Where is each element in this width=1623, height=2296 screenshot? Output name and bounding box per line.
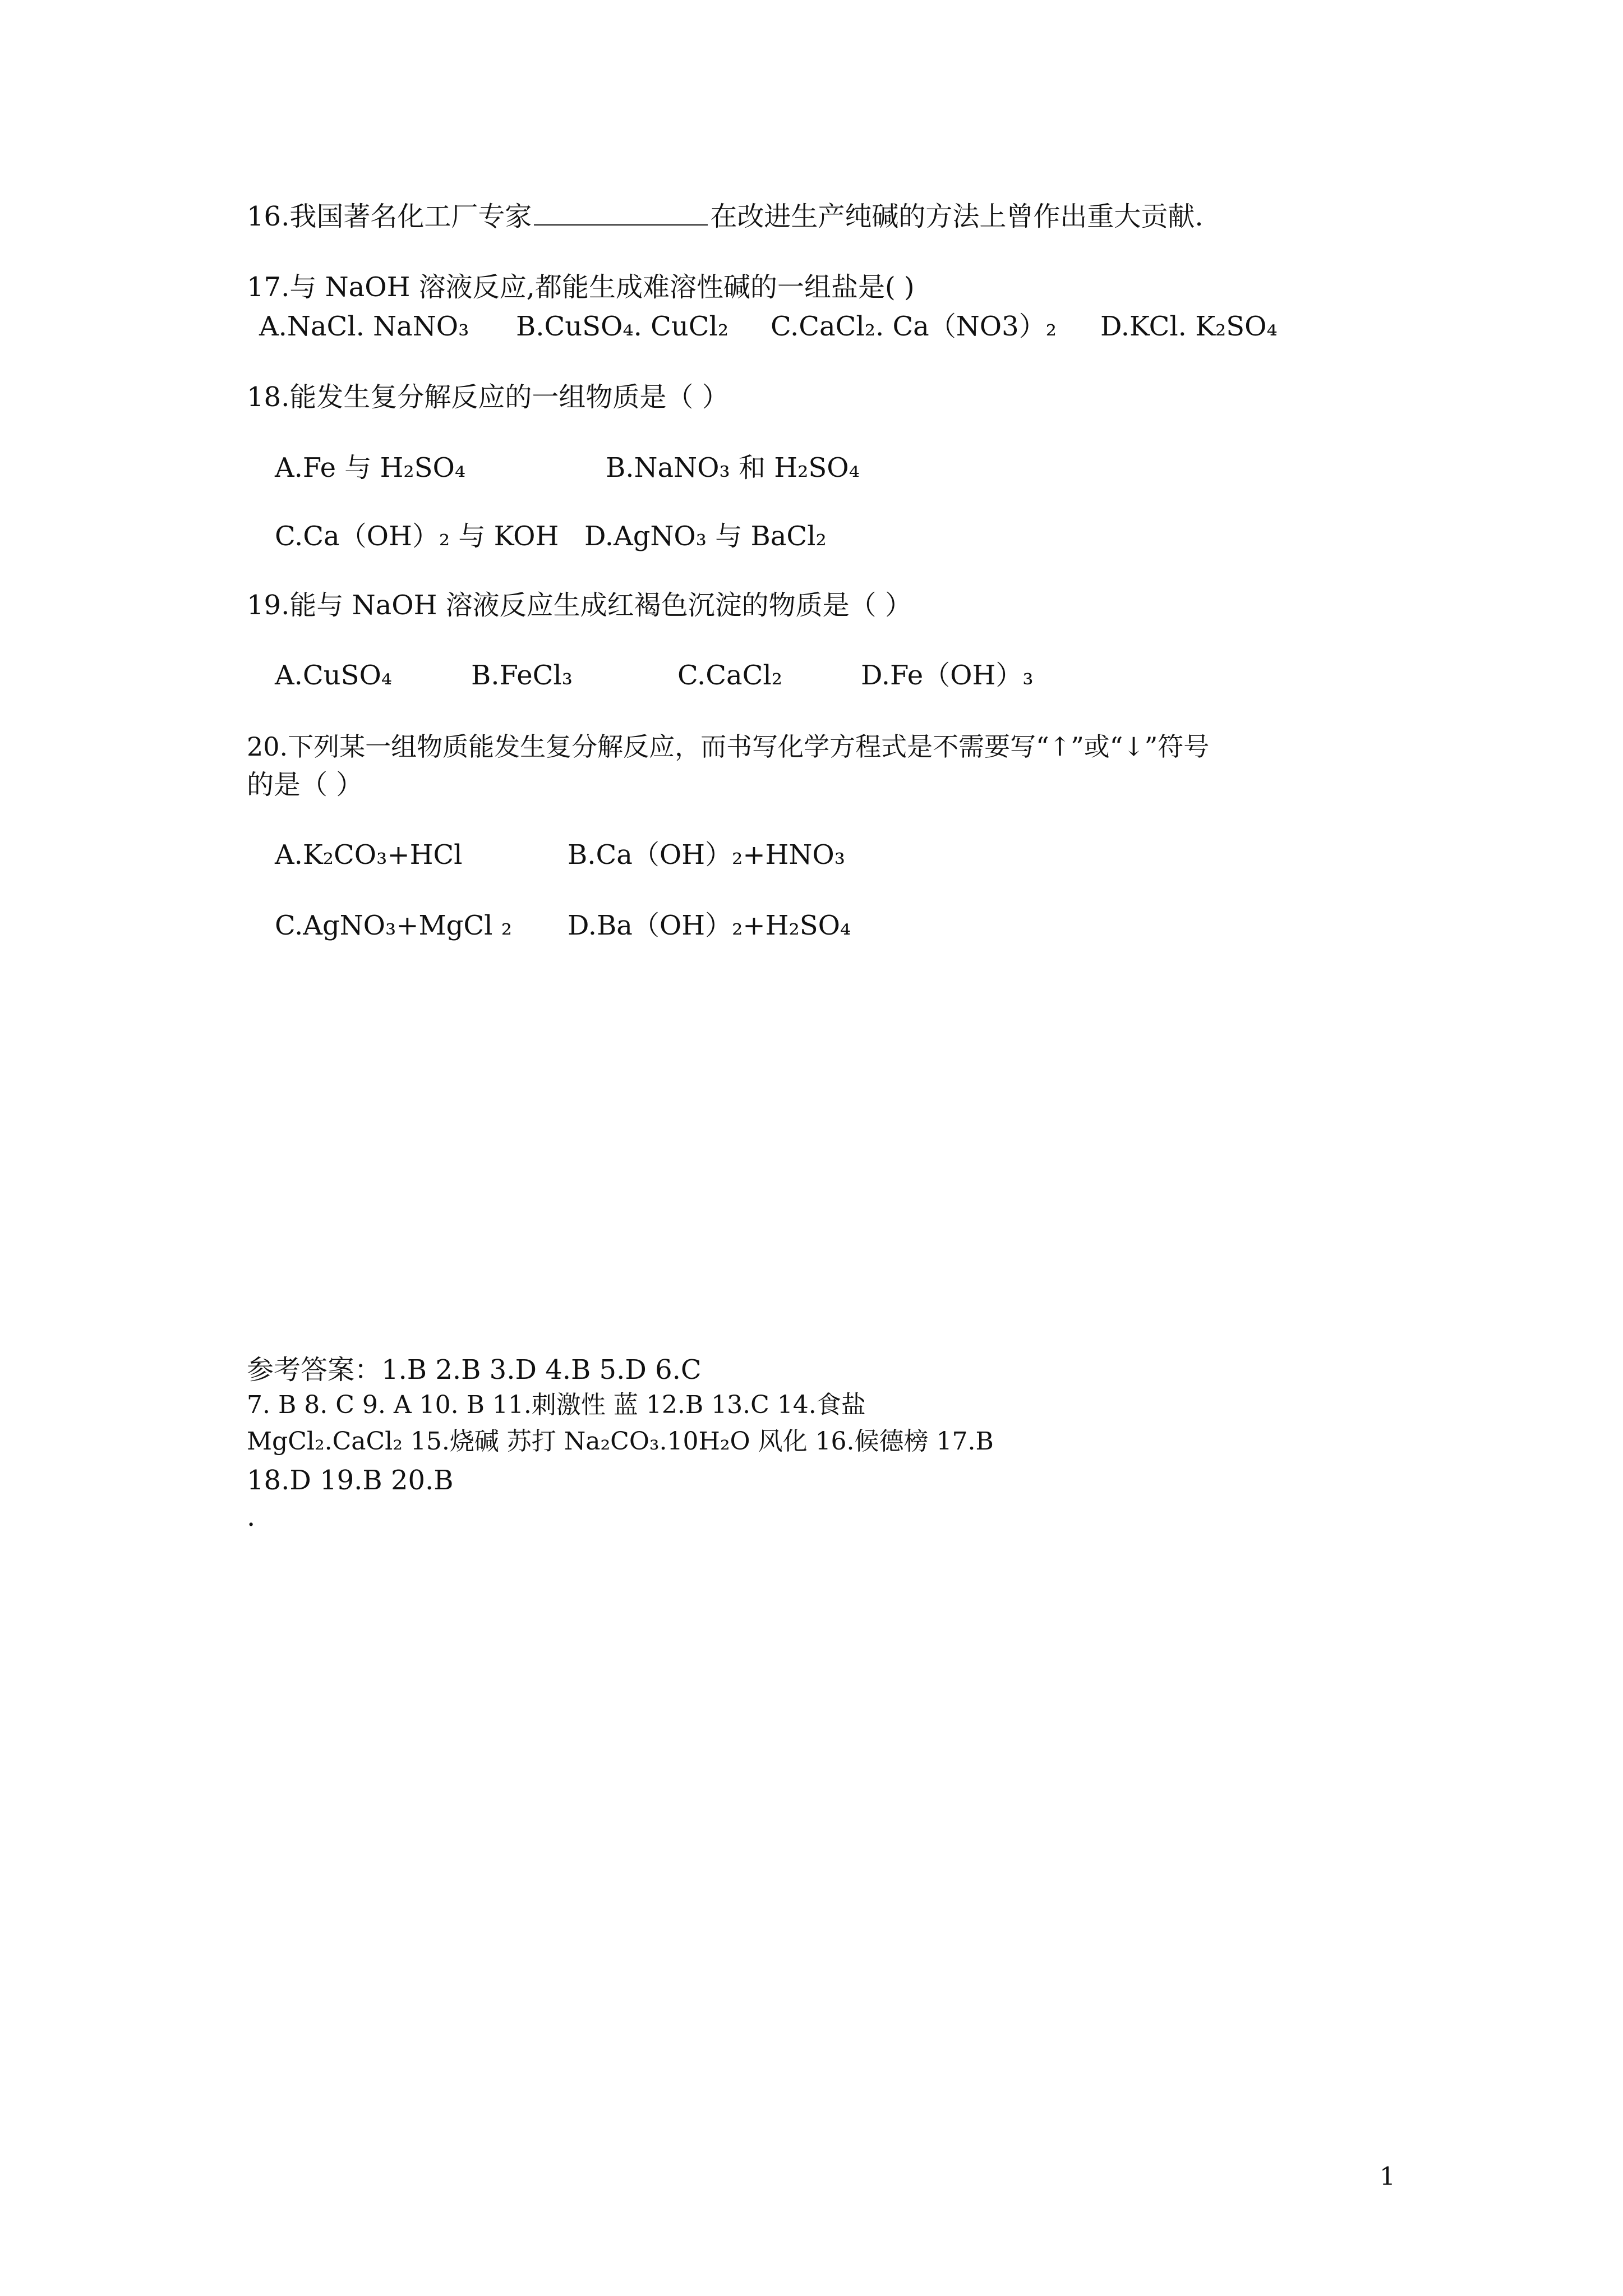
question-16-blank [534,202,708,226]
question-17-option-a: A.NaCl. NaNO₃ [259,311,469,342]
answer-key-line-5: . [247,1501,256,1533]
question-20-option-d: D.Ba（OH）₂+H₂SO₄ [568,910,851,941]
question-20-stem-line-2: 的是（ ） [247,769,363,800]
question-18-stem: 18.能发生复分解反应的一组物质是（ ） [247,381,729,413]
question-18-option-b: B.NaNO₃ 和 H₂SO₄ [606,452,860,484]
question-18-option-c: C.Ca（OH）₂ 与 KOH [275,521,559,552]
question-17-option-b: B.CuSO₄. CuCl₂ [516,311,729,342]
question-19-option-d: D.Fe（OH）₃ [861,660,1034,691]
question-19-stem: 19.能与 NaOH 溶液反应生成红褐色沉淀的物质是（ ） [247,590,912,621]
question-17-option-d: D.KCl. K₂SO₄ [1100,311,1278,342]
question-19-option-b: B.FeCl₃ [471,660,573,691]
question-19-option-c: C.CaCl₂ [677,660,782,691]
answer-key-line-2: 7. B 8. C 9. A 10. B 11.刺激性 蓝 12.B 13.C 14.食盐 [247,1391,866,1419]
answer-key-line-4: 18.D 19.B 20.B [247,1465,454,1496]
question-20-option-b: B.Ca（OH）₂+HNO₃ [568,839,846,871]
question-19-option-a: A.CuSO₄ [275,660,393,691]
answer-key-line-1: 参考答案：1.B 2.B 3.D 4.B 5.D 6.C [247,1354,702,1386]
question-17-option-c: C.CaCl₂. Ca（NO3）₂ [771,311,1057,342]
question-18-option-d: D.AgNO₃ 与 BaCl₂ [584,521,827,552]
question-16-text-before: 16.我国著名化工厂专家 [247,201,532,232]
question-17-stem: 17.与 NaOH 溶液反应,都能生成难溶性碱的一组盐是( ) [247,272,915,303]
question-16-text-after: 在改进生产纯碱的方法上曾作出重大贡献. [710,201,1204,232]
page-number: 1 [1380,2162,1395,2191]
question-20-option-c: C.AgNO₃+MgCl ₂ [275,910,512,941]
question-20-option-a: A.K₂CO₃+HCl [275,839,463,871]
answer-key-line-3: MgCl₂.CaCl₂ 15.烧碱 苏打 Na₂CO₃.10H₂O 风化 16.候德榜 17.B [247,1427,994,1456]
question-20-stem-line-1: 20.下列某一组物质能发生复分解反应，而书写化学方程式是不需要写“↑”或“↓”符号 [247,731,1210,762]
question-16 [247,202,1204,230]
question-18-option-a: A.Fe 与 H₂SO₄ [275,452,466,484]
